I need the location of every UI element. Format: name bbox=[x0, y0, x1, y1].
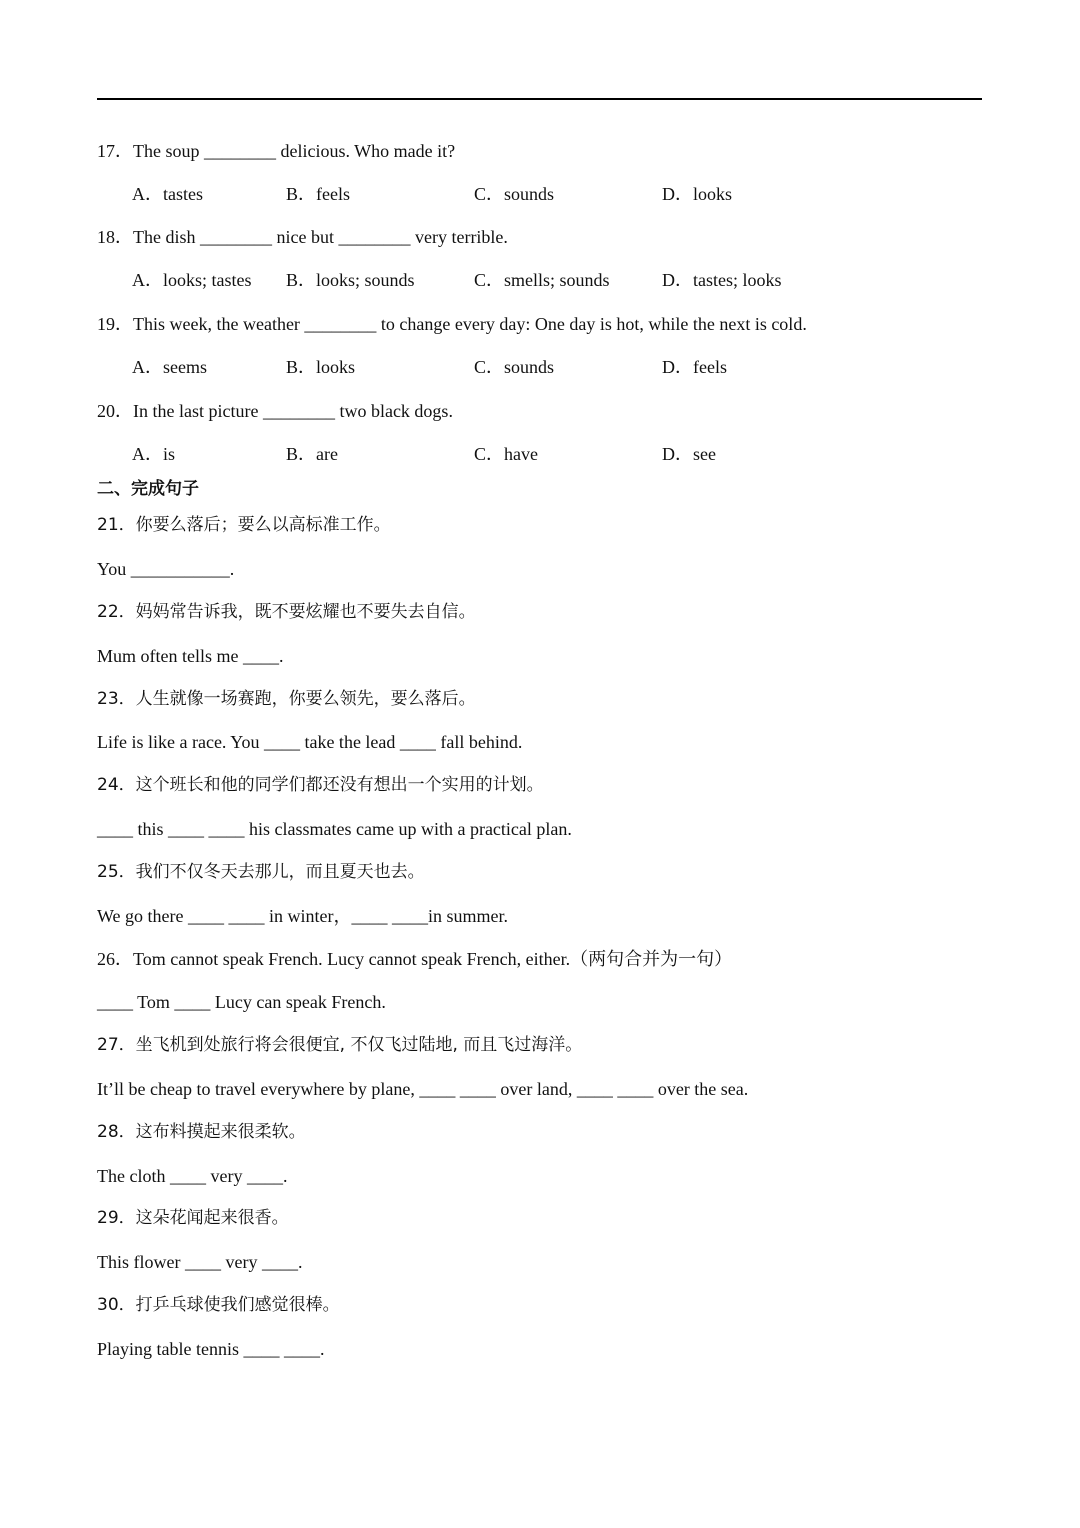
question-30-answer: Playing table tennis ____ ____. bbox=[97, 1339, 325, 1359]
question-27-prompt: 27．坐飞机到处旅行将会很便宜, 不仅飞过陆地, 而且飞过海洋。 bbox=[97, 1035, 583, 1055]
question-22-answer: Mum often tells me ____. bbox=[97, 646, 284, 666]
option-d: D．see bbox=[662, 444, 716, 464]
question-25-prompt: 25．我们不仅冬天去那儿，而且夏天也去。 bbox=[97, 862, 425, 882]
question-19-stem: 19．This week, the weather ________ to change every day: One day is hot, while the next is cold. bbox=[97, 314, 807, 334]
option-b: B．feels bbox=[286, 184, 350, 204]
question-28-prompt: 28．这布料摸起来很柔软。 bbox=[97, 1122, 306, 1142]
option-c: C．smells; sounds bbox=[474, 270, 610, 290]
question-20-options bbox=[0, 443, 1080, 465]
question-26-answer: ____ Tom ____ Lucy can speak French. bbox=[97, 992, 386, 1012]
question-17-options bbox=[0, 183, 1080, 205]
header-rule bbox=[97, 98, 982, 100]
question-23-answer: Life is like a race. You ____ take the lead ____ fall behind. bbox=[97, 732, 523, 752]
option-a: A．seems bbox=[132, 357, 207, 377]
option-b: B．looks bbox=[286, 357, 356, 377]
section-heading: 二、完成句子 bbox=[97, 479, 199, 499]
question-29-answer: This flower ____ very ____. bbox=[97, 1252, 303, 1272]
option-d: D．feels bbox=[662, 357, 727, 377]
question-21-prompt: 21．你要么落后；要么以高标准工作。 bbox=[97, 515, 391, 535]
question-27-answer: It’ll be cheap to travel everywhere by plane, ____ ____ over land, ____ ____ over the sea. bbox=[97, 1079, 749, 1099]
option-d: D．tastes; looks bbox=[662, 270, 782, 290]
option-c: C．sounds bbox=[474, 184, 555, 204]
option-b: B．are bbox=[286, 444, 338, 464]
question-24-prompt: 24．这个班长和他的同学们都还没有想出一个实用的计划。 bbox=[97, 775, 544, 795]
question-25-answer: We go there ____ ____ in winter，____ ____in summer. bbox=[97, 906, 508, 926]
question-29-prompt: 29．这朵花闻起来很香。 bbox=[97, 1208, 289, 1228]
question-18-options bbox=[0, 269, 1080, 291]
question-28-answer: The cloth ____ very ____. bbox=[97, 1166, 288, 1186]
option-c: C．have bbox=[474, 444, 538, 464]
question-22-prompt: 22．妈妈常告诉我，既不要炫耀也不要失去自信。 bbox=[97, 602, 476, 622]
option-d: D．looks bbox=[662, 184, 733, 204]
option-a: A．is bbox=[132, 444, 176, 464]
option-a: A．looks; tastes bbox=[132, 270, 252, 290]
question-21-answer: You ___________. bbox=[97, 559, 235, 579]
question-18-stem: 18．The dish ________ nice but ________ very terrible. bbox=[97, 227, 508, 247]
option-c: C．sounds bbox=[474, 357, 555, 377]
question-19-options bbox=[0, 356, 1080, 378]
question-20-stem: 20．In the last picture ________ two black dogs. bbox=[97, 401, 453, 421]
option-b: B．looks; sounds bbox=[286, 270, 415, 290]
question-26-prompt: 26．Tom cannot speak French. Lucy cannot speak French, either.（两句合并为一句） bbox=[97, 949, 733, 969]
question-23-prompt: 23．人生就像一场赛跑，你要么领先，要么落后。 bbox=[97, 689, 476, 709]
question-24-answer: ____ this ____ ____ his classmates came up with a practical plan. bbox=[97, 819, 572, 839]
question-30-prompt: 30．打乒乓球使我们感觉很棒。 bbox=[97, 1295, 340, 1315]
option-a: A．tastes bbox=[132, 184, 203, 204]
question-17-stem: 17．The soup ________ delicious. Who made it? bbox=[97, 141, 456, 161]
